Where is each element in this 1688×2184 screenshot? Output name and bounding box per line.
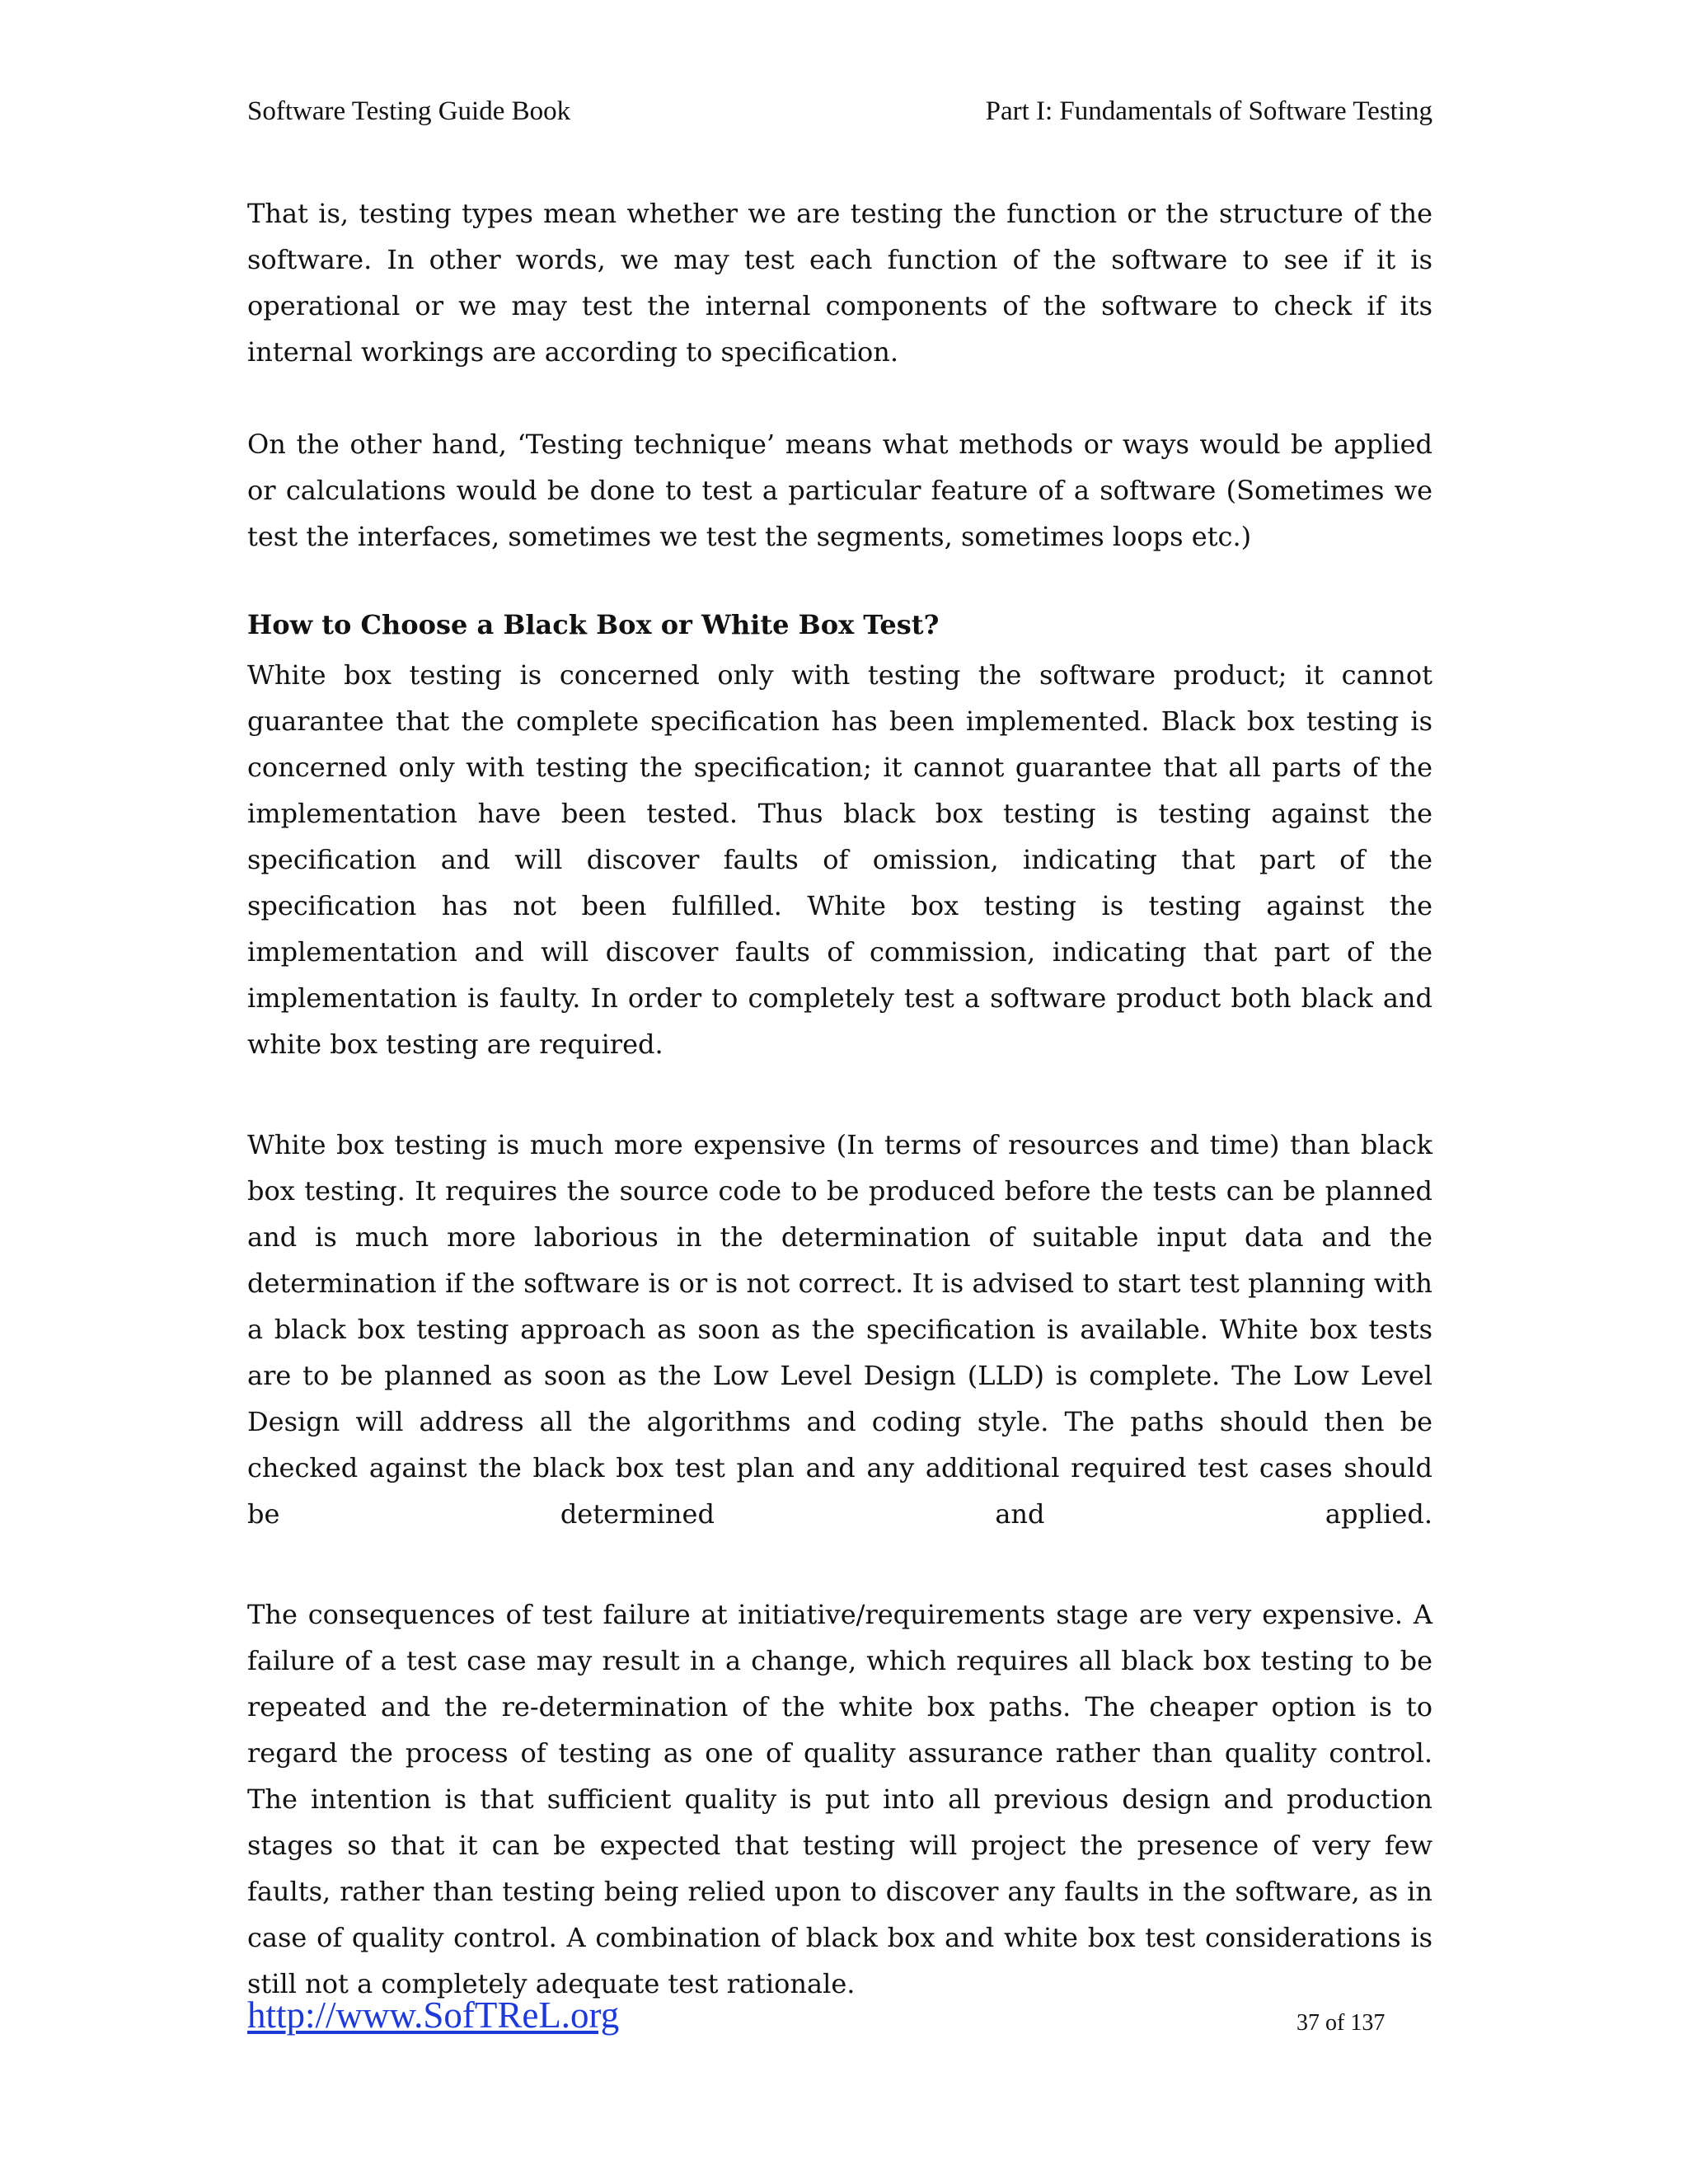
- header-part-title: Part I: Fundamentals of Software Testing: [985, 96, 1432, 126]
- paragraph-testing-technique: On the other hand, ‘Testing technique’ means what methods or ways would be applied or calculations would be done to test a particular feature of a software (Sometimes we test the interfaces, sometimes we test the segments, sometimes loops etc.): [247, 429, 1432, 552]
- page-number: 37 of 137: [1296, 2010, 1386, 2036]
- header-book-title: Software Testing Guide Book: [247, 96, 571, 126]
- section-heading: How to Choose a Black Box or White Box Test?: [247, 609, 940, 640]
- footer-website-link[interactable]: http://www.SofTReL.org: [247, 1994, 620, 2036]
- page-body: [247, 190, 1432, 2007]
- paragraph-test-failure-consequences: The consequences of test failure at initiative/requirements stage are very expensive. A failure of a test case may result in a change, which requires all black box testing to be repeated and the re-determination of the white box paths. The cheaper option is to regard the process of testing as one of quality assurance rather than quality control. The intention is that sufficient quality is put into all previous design and production stages so that it can be expected that testing will project the presence of very few faults, rather than testing being relied upon to discover any faults in the software, as in case of quality control. A combination of black box and white box test considerations is still not a completely adequate test rationale.: [247, 1599, 1432, 1999]
- paragraph-white-black-box: White box testing is concerned only with testing the software product; it cannot guarantee that the complete specification has been implemented. Black box testing is concerned only with testing the specification; it cannot guarantee that all parts of the implementation have been tested. Thus black box testing is testing against the specification and will discover faults of omission, indicating that part of the specification has not been fulfilled. White box testing is testing against the implementation and will discover faults of commission, indicating that part of the implementation is faulty. In order to completely test a software product both black and white box testing are required.: [247, 659, 1432, 1060]
- paragraph-cost-comparison: White box testing is much more expensive (In terms of resources and time) than black box testing. It requires the source code to be produced before the tests can be planned and is much more laborious in the determination of suitable input data and the determination if the software is or is not correct. It is advised to start test planning with a black box testing approach as soon as the specification is available. White box tests are to be planned as soon as the Low Level Design (LLD) is complete. The Low Level Design will address all the algorithms and coding style. The paths should then be checked against the black box test plan and any additional required test cases should be determined and applied.: [247, 1129, 1432, 1530]
- paragraph-testing-types: That is, testing types mean whether we are testing the function or the structure of the software. In other words, we may test each function of the software to see if it is operational or we may test the internal components of the software to check if its internal workings are according to specification.: [247, 198, 1432, 368]
- page-header: [247, 94, 1432, 129]
